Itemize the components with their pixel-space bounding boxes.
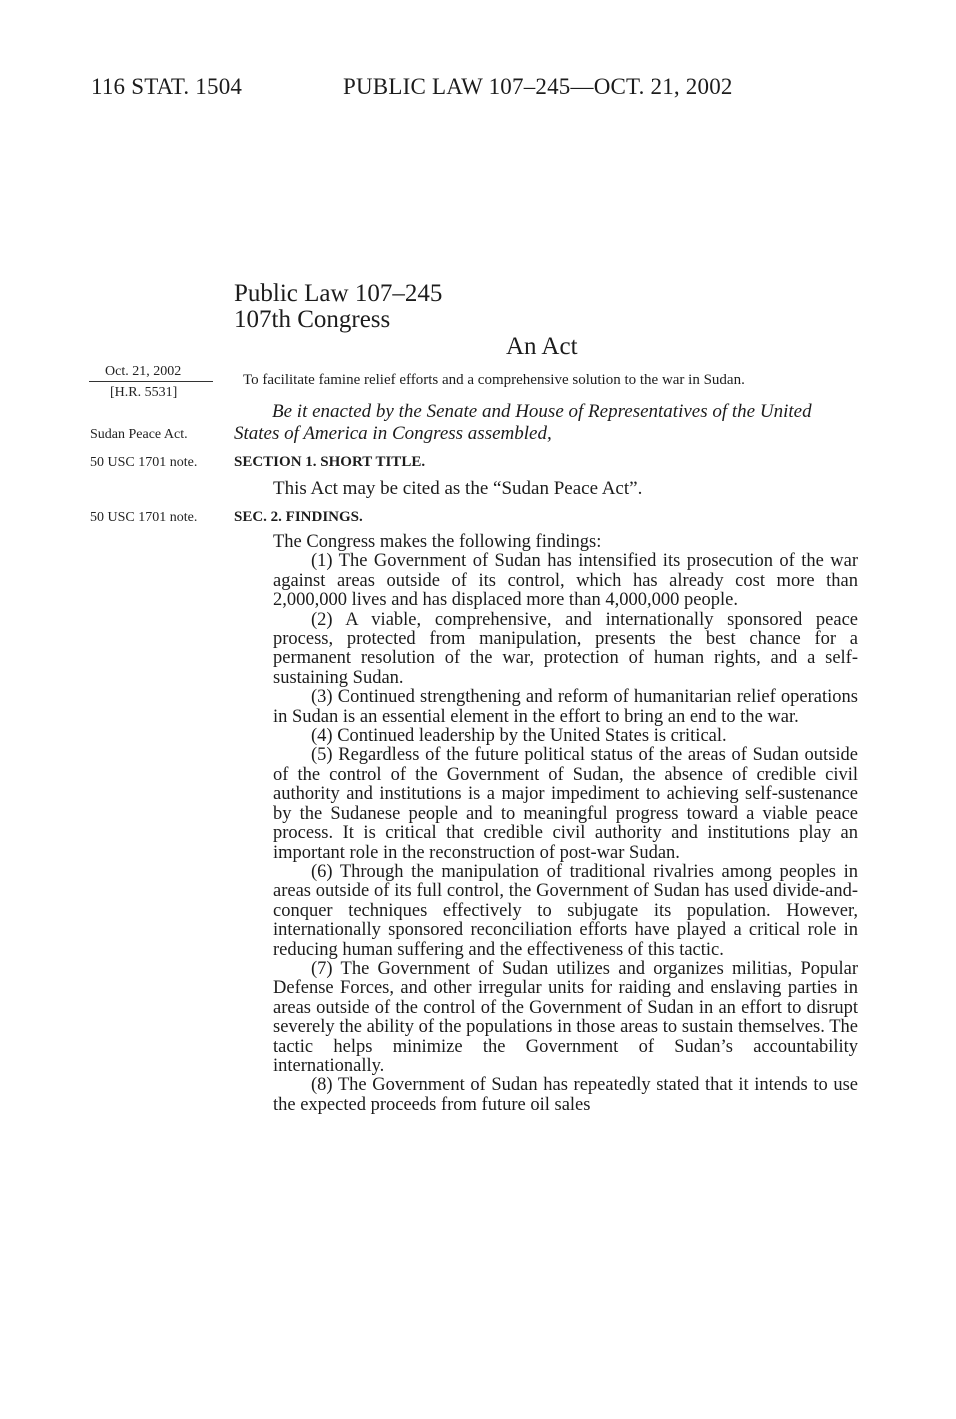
public-law-number: Public Law 107–245 [234,280,443,307]
margin-divider [89,381,213,382]
section-2-heading: SEC. 2. FINDINGS. [234,509,363,525]
finding-8: (8) The Government of Sudan has repeatedly stated that it intends to use the expected proceeds from future oil sales [273,1075,858,1115]
margin-note-date: Oct. 21, 2002 [105,364,182,379]
findings-body [273,533,858,1115]
running-header-law-date: PUBLIC LAW 107–245—OCT. 21, 2002 [343,74,733,99]
section-1-heading: SECTION 1. SHORT TITLE. [234,454,426,470]
finding-6: (6) Through the manipulation of traditional rivalries among peoples in areas outside of its full control, the Government of Sudan has used divide-and-conquer techniques effectively to subjugate its population. However, internationally sponsored reconciliation efforts have played a critical role in reducing human suffering and the effectiveness of this tactic. [273,861,858,960]
margin-note-usc-2: 50 USC 1701 note. [90,510,198,525]
findings-intro: The Congress makes the following findings: [273,532,602,552]
an-act-heading: An Act [506,333,578,360]
margin-note-usc-1: 50 USC 1701 note. [90,455,198,470]
short-title-text: This Act may be cited as the “Sudan Peace Act”. [273,478,643,499]
enacting-clause: Be it enacted by the Senate and House of Representatives of the United States of America in Congress assembled, [234,401,812,444]
finding-5: (5) Regardless of the future political status of the areas of Sudan outside of the control of the Government of Sudan, the absence of credible civil authority and institutions is a major impediment to achieving self-sustenance by the Sudanese people and to meaningful progress toward a viable peace process. It is critical that credible civil authority and institutions play an important role in the reconstruction of post-war Sudan. [273,745,858,863]
margin-note-bill: [H.R. 5531] [110,385,178,400]
finding-1: (1) The Government of Sudan has intensified its prosecution of the war against areas outside of its control, which has already cost more than 2,000,000 lives and has displaced more than 4,000,000 people. [273,551,858,611]
congress-number: 107th Congress [234,306,391,333]
finding-7: (7) The Government of Sudan utilizes and organizes militias, Popular Defense Forces, and other irregular units for raiding and enslaving parties in areas outside of the control of the Government of Sudan in an effort to disrupt severely the ability of the populations in those areas to sustain themselves. The tactic helps minimize the Government of Sudan’s accountability internationally. [273,958,858,1076]
page-stat-citation: 116 STAT. 1504 [91,74,243,99]
act-purpose: To facilitate famine relief efforts and a comprehensive solution to the war in Sudan. [243,372,745,388]
margin-note-short-title: Sudan Peace Act. [90,427,188,442]
finding-3: (3) Continued strengthening and reform of humanitarian relief operations in Sudan is an essential element in the effort to bring an end to the war. [273,687,858,727]
finding-4: (4) Continued leadership by the United States is critical. [311,726,727,747]
finding-2: (2) A viable, comprehensive, and internationally sponsored peace process, protected from manipulation, presents the best chance for a permanent resolution of the war, protection of human rights, and a self-sustaining Sudan. [273,609,858,688]
